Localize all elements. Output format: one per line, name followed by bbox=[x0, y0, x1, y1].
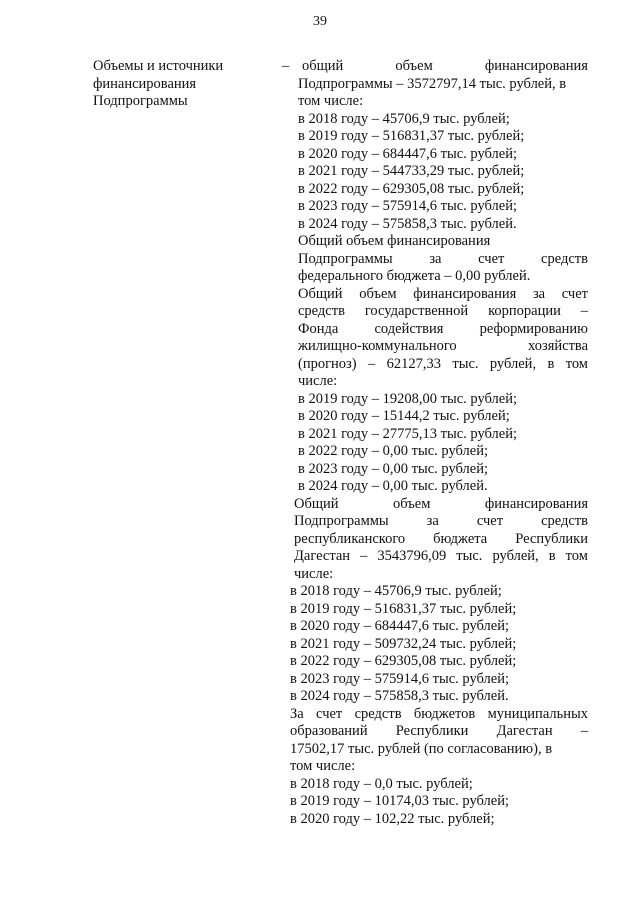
word: государственной bbox=[364, 303, 469, 319]
word: – bbox=[580, 303, 588, 319]
word: хозяйства bbox=[528, 338, 588, 354]
year-line: в 2021 году – 544733,29 тыс. рублей; bbox=[298, 163, 525, 179]
word: тыс. bbox=[452, 355, 479, 372]
fund-line-2 bbox=[298, 303, 588, 321]
year-line: в 2021 году – 27775,13 тыс. рублей; bbox=[298, 425, 518, 442]
word: средств bbox=[354, 705, 402, 722]
word: образований bbox=[290, 723, 368, 739]
year-line: в 2019 году – 516831,37 тыс. рублей; bbox=[290, 600, 517, 617]
word: рублей, bbox=[489, 355, 537, 372]
fund-line-4 bbox=[298, 338, 588, 356]
municipal-line-2 bbox=[290, 723, 588, 741]
municipal-line-1 bbox=[290, 706, 588, 724]
year-line: в 2023 году – 575914,6 тыс. рублей; bbox=[298, 198, 518, 214]
word: финансирования bbox=[413, 285, 517, 302]
year-line: в 2020 году – 15144,2 тыс. рублей; bbox=[298, 408, 510, 424]
word: Республики bbox=[395, 723, 469, 739]
year-line: в 2020 году – 684447,6 тыс. рублей; bbox=[290, 618, 510, 634]
fund-line-1 bbox=[298, 286, 588, 304]
word: Дагестан bbox=[496, 723, 553, 739]
word: – bbox=[367, 355, 376, 372]
year-line: в 2018 году – 0,0 тыс. рублей; bbox=[290, 775, 473, 792]
word: в bbox=[547, 355, 555, 372]
word: тыс. bbox=[456, 548, 483, 564]
word: счет bbox=[478, 250, 505, 267]
word: том bbox=[565, 548, 588, 564]
word: – bbox=[360, 548, 368, 564]
republic-line-3 bbox=[294, 531, 588, 549]
word: реформированию bbox=[479, 320, 588, 337]
word: 62127,33 bbox=[386, 355, 441, 372]
word: объем bbox=[395, 58, 433, 74]
municipal-line-4: том числе: bbox=[290, 758, 356, 774]
word: Подпрограммы bbox=[298, 250, 393, 267]
federal-line-1: Общий объем финансирования bbox=[298, 233, 491, 249]
municipal-line-3: 17502,17 тыс. рублей (по согласованию), в bbox=[290, 740, 553, 757]
word: общий bbox=[302, 58, 344, 74]
year-line: в 2018 году – 45706,9 тыс. рублей; bbox=[290, 583, 502, 599]
word: содействия bbox=[374, 320, 444, 337]
word: в bbox=[548, 548, 556, 564]
word: финансирования bbox=[484, 495, 588, 512]
word: корпорации bbox=[488, 303, 561, 319]
republic-line-5: числе: bbox=[294, 565, 334, 582]
word: за bbox=[426, 513, 439, 529]
word: объем bbox=[359, 285, 397, 302]
word: Подпрограммы bbox=[294, 513, 389, 529]
word: финансирования bbox=[484, 58, 588, 74]
word: За bbox=[290, 705, 304, 722]
word: рублей, bbox=[492, 548, 539, 564]
year-line: в 2024 году – 575858,3 тыс. рублей. bbox=[298, 215, 517, 232]
federal-line-2 bbox=[298, 251, 588, 269]
word: средств bbox=[298, 303, 345, 319]
word: том bbox=[565, 355, 588, 372]
republic-line-2 bbox=[294, 513, 588, 531]
year-line: в 2020 году – 684447,6 тыс. рублей; bbox=[298, 145, 518, 162]
fund-line-3 bbox=[298, 321, 588, 339]
word: средств bbox=[541, 250, 588, 267]
year-line: в 2019 году – 10174,03 тыс. рублей; bbox=[290, 793, 510, 809]
year-line: в 2020 году – 102,22 тыс. рублей; bbox=[290, 810, 495, 827]
total-line-3: том числе: bbox=[298, 93, 364, 109]
total-line-1 bbox=[288, 58, 588, 76]
word: (прогноз) bbox=[298, 355, 357, 372]
word: средств bbox=[541, 513, 588, 529]
year-line: в 2019 году – 19208,00 тыс. рублей; bbox=[298, 390, 518, 407]
word: муниципальных bbox=[487, 705, 588, 722]
word: счет bbox=[476, 513, 504, 529]
fund-line-5 bbox=[298, 356, 588, 374]
republic-line-4 bbox=[294, 548, 588, 566]
total-line-2: Подпрограммы – 3572797,14 тыс. рублей, в bbox=[298, 75, 567, 92]
word: республиканского bbox=[294, 530, 406, 547]
word: бюджета bbox=[433, 530, 488, 547]
year-line: в 2023 году – 0,00 тыс. рублей; bbox=[298, 460, 489, 477]
list-dash: – bbox=[282, 58, 290, 74]
fund-block bbox=[288, 286, 588, 496]
word: Фонда bbox=[298, 320, 339, 337]
republic-block bbox=[288, 496, 588, 706]
word: объем bbox=[393, 495, 431, 512]
word: Дагестан bbox=[294, 548, 351, 564]
label-line-3: Подпрограммы bbox=[93, 93, 188, 109]
year-line: в 2023 году – 575914,6 тыс. рублей; bbox=[290, 670, 510, 687]
field-value bbox=[282, 58, 588, 828]
label-line-1: Объемы и источники bbox=[93, 58, 224, 74]
word: – bbox=[580, 723, 588, 739]
year-line: в 2019 году – 516831,37 тыс. рублей; bbox=[298, 128, 525, 144]
field-label bbox=[93, 58, 253, 111]
year-line: в 2022 году – 629305,08 тыс. рублей; bbox=[290, 653, 517, 669]
word: за bbox=[429, 250, 442, 267]
word: Общий bbox=[298, 285, 343, 302]
federal-block bbox=[288, 233, 588, 286]
federal-line-3: федерального бюджета – 0,00 рублей. bbox=[298, 268, 531, 284]
word: счет bbox=[316, 705, 343, 722]
year-line: в 2021 году – 509732,24 тыс. рублей; bbox=[290, 635, 517, 652]
word: бюджетов bbox=[413, 705, 476, 722]
label-line-2: финансирования bbox=[93, 75, 197, 92]
year-line: в 2024 году – 0,00 тыс. рублей. bbox=[298, 478, 488, 494]
page-number: 39 bbox=[313, 14, 327, 29]
year-line: в 2024 году – 575858,3 тыс. рублей. bbox=[290, 688, 509, 704]
word: 3543796,09 bbox=[377, 548, 447, 564]
fund-line-6: числе: bbox=[298, 373, 338, 389]
year-line: в 2022 году – 629305,08 тыс. рублей; bbox=[298, 180, 525, 197]
word: Общий bbox=[294, 495, 339, 512]
total-block bbox=[282, 58, 588, 233]
word: Республики bbox=[515, 530, 588, 547]
municipal-block bbox=[288, 706, 588, 829]
word: жилищно-коммунального bbox=[298, 338, 457, 354]
republic-line-1 bbox=[294, 496, 588, 514]
year-line: в 2018 году – 45706,9 тыс. рублей; bbox=[298, 110, 510, 127]
word: за bbox=[532, 285, 546, 302]
year-line: в 2022 году – 0,00 тыс. рублей; bbox=[298, 443, 489, 459]
word: счет bbox=[561, 285, 588, 302]
